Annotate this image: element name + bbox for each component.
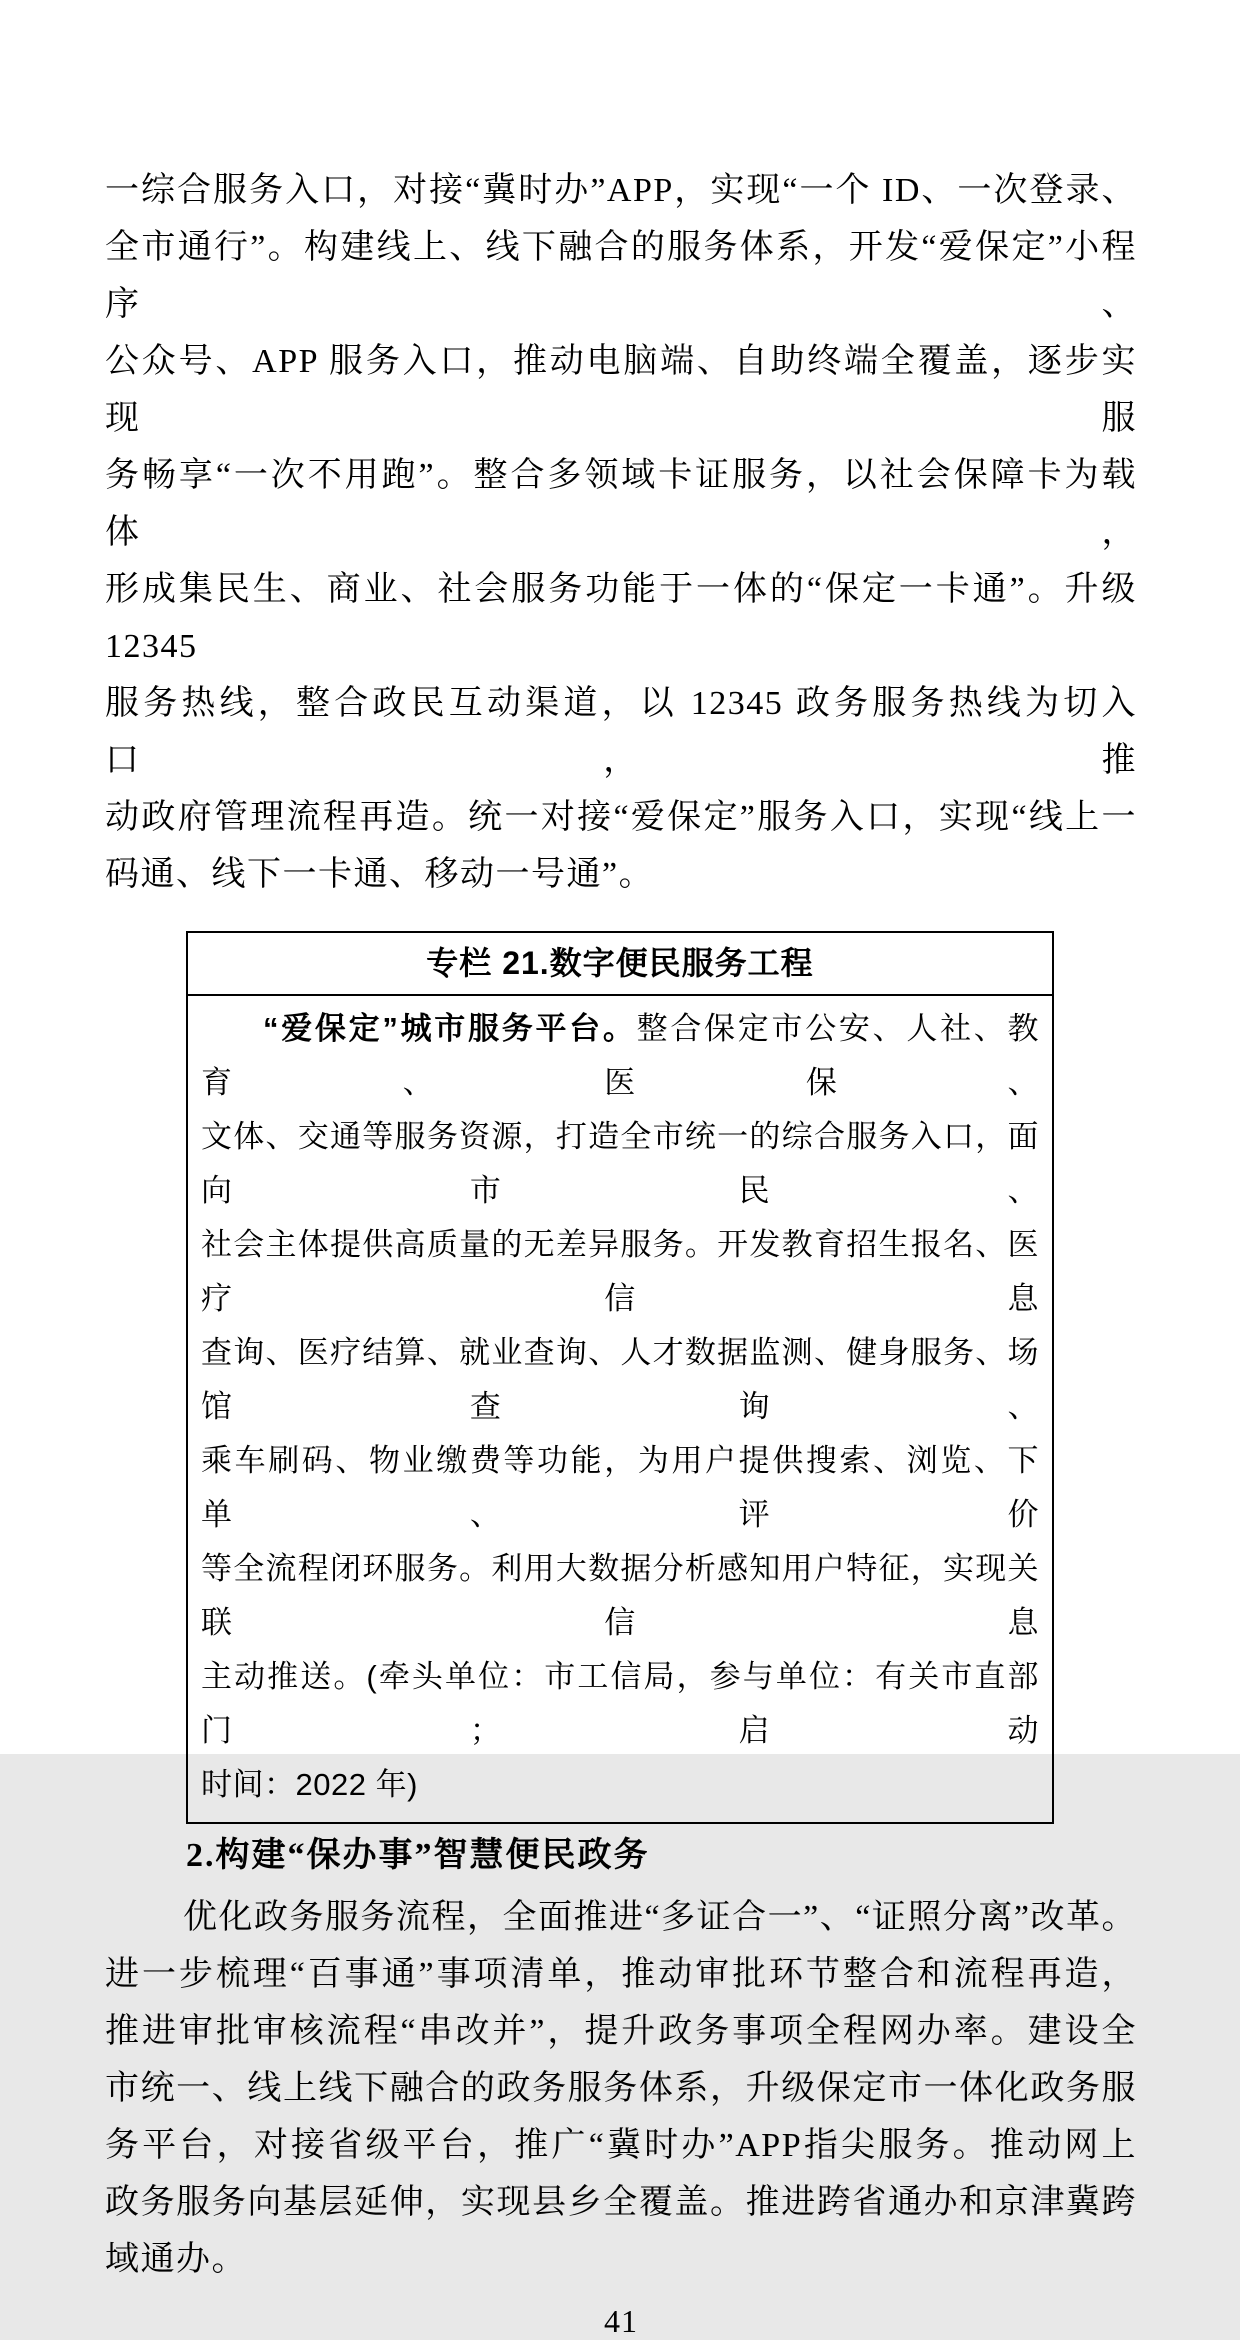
page-content: [105, 0, 1137, 2340]
text-line: 务平台，对接省级平台，推广“冀时办”APP指尖服务。推动网上: [105, 2127, 1137, 2164]
text-line: [201, 1002, 1039, 1110]
text-line: 社会主体提供高质量的无差异服务。开发教育招生报名、医疗信息: [201, 1227, 1039, 1316]
paragraph-digital-service-entry: [105, 0, 1137, 903]
paragraph-government-service: [105, 1889, 1137, 2288]
text-line: 形成集民生、商业、社会服务功能于一体的“保定一卡通”。升级 12345: [105, 571, 1137, 665]
page-number: 41: [604, 2303, 638, 2339]
text-line: 文体、交通等服务资源，打造全市统一的综合服务入口，面向市民、: [201, 1119, 1039, 1208]
text-line: 动政府管理流程再造。统一对接“爱保定”服务入口，实现“线上一: [105, 799, 1137, 836]
feature-box-zhuanlan-21: [186, 931, 1054, 1824]
text-line: 全市通行”。构建线上、线下融合的服务体系，开发“爱保定”小程序、: [105, 229, 1137, 323]
text-line: 公众号、APP 服务入口，推动电脑端、自助终端全覆盖，逐步实现服: [105, 343, 1137, 437]
text-line: 推进审批审核流程“串改并”，提升政务事项全程网办率。建设全: [105, 2013, 1137, 2050]
text-span: 整合保定市公安、人社、教育、医保、: [201, 1011, 1039, 1100]
box-lead-bold-text: “爱保定”城市服务平台。: [263, 1011, 637, 1046]
text-line: 一综合服务入口，对接“冀时办”APP，实现“一个 ID、一次登录、: [105, 172, 1137, 209]
text-line: 码通、线下一卡通、移动一号通”。: [105, 856, 655, 893]
text-line: 优化政务服务流程，全面推进“多证合一”、“证照分离”改革。: [183, 1899, 1137, 1936]
feature-box-title: 专栏 21.数字便民服务工程: [188, 933, 1052, 996]
text-line: 乘车刷码、物业缴费等功能，为用户提供搜索、浏览、下单、评价: [201, 1443, 1039, 1532]
text-line: 政务服务向基层延伸，实现县乡全覆盖。推进跨省通办和京津冀跨: [105, 2184, 1137, 2221]
feature-box-body: [188, 996, 1052, 1822]
text-line: 时间：2022 年): [201, 1767, 418, 1802]
text-line: 等全流程闭环服务。利用大数据分析感知用户特征，实现关联信息: [201, 1551, 1039, 1640]
text-line: 进一步梳理“百事通”事项清单，推动审批环节整合和流程再造，: [105, 1956, 1137, 1993]
subheading-2-baobanshi: 2.构建“保办事”智慧便民政务: [186, 1837, 650, 1874]
text-line: 服务热线，整合政民互动渠道，以 12345 政务服务热线为切入口，推: [105, 685, 1137, 779]
text-line: 务畅享“一次不用跑”。整合多领域卡证服务，以社会保障卡为载体，: [105, 457, 1137, 551]
text-line: 域通办。: [105, 2241, 247, 2278]
text-line: 主动推送。(牵头单位：市工信局，参与单位：有关市直部门；启动: [201, 1659, 1039, 1748]
text-line: 查询、医疗结算、就业查询、人才数据监测、健身服务、场馆查询、: [201, 1335, 1039, 1424]
text-line: 市统一、线上线下融合的政务服务体系，升级保定市一体化政务服: [105, 2070, 1137, 2107]
